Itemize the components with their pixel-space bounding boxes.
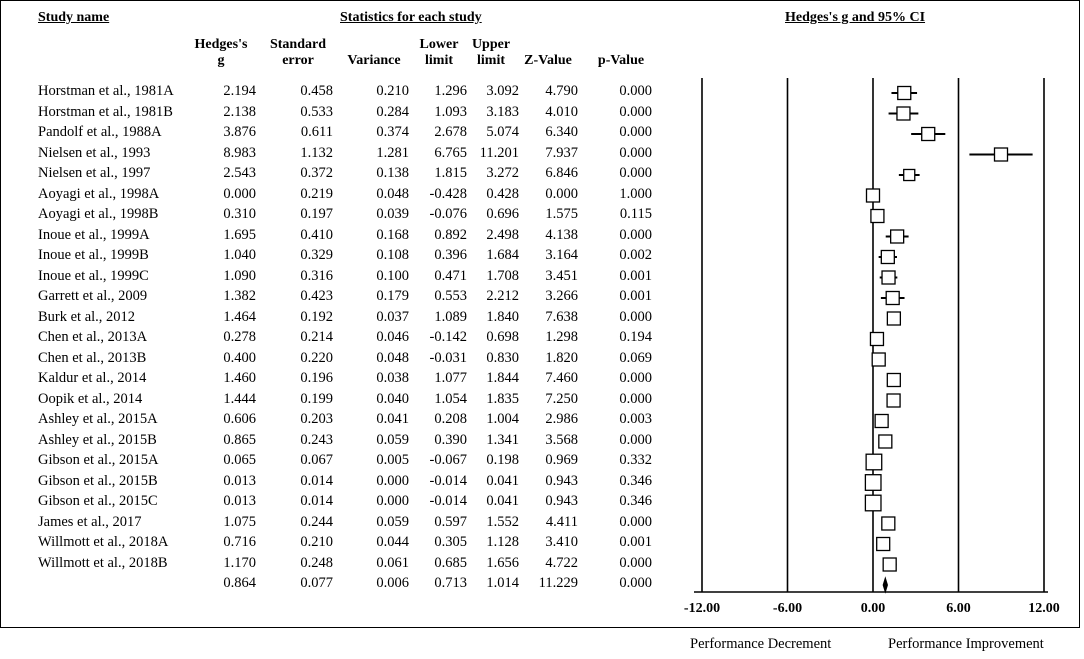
cell-var: 0.039	[376, 206, 409, 222]
column-header-line2: error	[282, 53, 314, 68]
cell-p: 0.194	[619, 329, 652, 345]
cell-se: 0.199	[300, 390, 333, 407]
column-header-line1	[339, 37, 409, 53]
effect-size-marker	[922, 128, 935, 141]
tick-label: 0.00	[860, 601, 886, 616]
effect-size-marker	[883, 558, 896, 571]
effect-size-marker	[867, 189, 880, 202]
cell-upper: 1.840	[486, 308, 519, 325]
cell-lower: -0.031	[429, 349, 467, 366]
column-header	[463, 37, 519, 69]
cell-lower: 1.077	[434, 370, 467, 386]
cell-g: 0.013	[223, 493, 256, 509]
cell-lower: 1.296	[434, 83, 467, 99]
effect-size-marker	[904, 169, 915, 180]
cell-lower: 0.597	[434, 513, 467, 530]
cell-z: 0.943	[545, 472, 578, 489]
cell-se: 0.410	[300, 226, 333, 243]
cell-p: 0.000	[619, 554, 652, 571]
cell-se: 0.014	[300, 472, 333, 489]
cell-lower: -0.067	[429, 452, 467, 468]
cell-lower: -0.076	[429, 206, 467, 222]
table-row	[0, 391, 660, 411]
table-row	[0, 145, 660, 165]
column-header-line1: Hedges's	[194, 37, 248, 52]
cell-lower: -0.014	[429, 472, 467, 489]
tick-label: -6.00	[772, 601, 803, 616]
cell-upper: 1.128	[486, 534, 519, 550]
cell-se: 0.192	[300, 308, 333, 325]
cell-g: 1.075	[223, 513, 256, 530]
cell-g: 3.876	[223, 124, 256, 140]
cell-upper: 1.552	[486, 513, 519, 530]
cell-g: 2.543	[223, 165, 256, 181]
cell-var: 0.041	[376, 411, 409, 427]
cell-z: 4.010	[545, 103, 578, 120]
study-name: Ashley et al., 2015B	[38, 431, 157, 448]
statistics-header: Statistics for each study	[340, 10, 482, 25]
effect-size-marker	[872, 353, 885, 366]
table-row	[0, 514, 660, 534]
cell-upper: 1.656	[486, 554, 519, 571]
summary-row	[0, 575, 660, 595]
cell-p: 0.001	[619, 288, 652, 304]
column-header-line1: Standard	[269, 37, 327, 52]
cell-var: 0.000	[376, 493, 409, 509]
cell-z: 7.460	[545, 370, 578, 386]
column-header-line1: Lower	[419, 37, 459, 52]
table-row	[0, 411, 660, 431]
forest-plot	[660, 70, 1078, 620]
cell-var: 0.059	[376, 431, 409, 448]
cell-var: 0.037	[376, 308, 409, 325]
cell-var: 0.108	[376, 247, 409, 263]
cell-var: 0.005	[376, 452, 409, 468]
study-name: Ashley et al., 2015A	[38, 411, 158, 427]
cell-z: 4.411	[545, 513, 578, 530]
cell-g: 1.170	[223, 554, 256, 571]
cell-z: 11.229	[538, 575, 578, 591]
cell-p: 0.000	[619, 83, 652, 99]
cell-lower: 0.396	[434, 247, 467, 263]
cell-p: 0.000	[619, 226, 652, 243]
cell-g: 0.013	[223, 472, 256, 489]
cell-upper: 11.201	[479, 144, 519, 161]
cell-z: 2.986	[545, 411, 578, 427]
table-row	[0, 452, 660, 472]
cell-upper: 1.341	[486, 431, 519, 448]
forest-header: Hedges's g and 95% CI	[785, 10, 926, 25]
cell-se: 0.067	[300, 452, 333, 468]
study-name: Pandolf et al., 1988A	[38, 124, 162, 140]
cell-upper: 3.183	[486, 103, 519, 120]
table-row	[0, 186, 660, 206]
table-row	[0, 350, 660, 370]
cell-p: 1.000	[619, 185, 652, 202]
effect-size-marker	[865, 495, 881, 511]
study-name: Oopik et al., 2014	[38, 390, 143, 407]
cell-var: 0.038	[376, 370, 409, 386]
effect-size-marker	[866, 454, 882, 470]
study-name: Garrett et al., 2009	[38, 288, 148, 304]
cell-se: 0.196	[300, 370, 333, 386]
cell-var: 0.061	[376, 554, 409, 571]
cell-z: 0.943	[545, 493, 578, 509]
cell-se: 0.214	[300, 329, 333, 345]
effect-size-marker	[879, 435, 892, 448]
cell-var: 0.138	[376, 165, 409, 181]
cell-g: 2.138	[223, 103, 256, 120]
effect-size-marker	[865, 475, 881, 491]
cell-lower: 0.892	[434, 226, 467, 243]
table-row	[0, 432, 660, 452]
study-name: Chen et al., 2013B	[38, 349, 147, 366]
effect-size-marker	[871, 210, 884, 223]
cell-z: 1.820	[545, 349, 578, 366]
cell-p: 0.000	[619, 124, 652, 140]
table-row	[0, 206, 660, 226]
table-row	[0, 104, 660, 124]
effect-size-marker	[886, 292, 899, 305]
cell-se: 0.423	[300, 288, 333, 304]
effect-size-marker	[882, 517, 895, 530]
cell-se: 0.220	[300, 349, 333, 366]
cell-p: 0.002	[619, 247, 652, 263]
cell-p: 0.003	[619, 411, 652, 427]
cell-lower: 0.208	[434, 411, 467, 427]
cell-upper: 1.835	[486, 390, 519, 407]
cell-se: 0.014	[300, 493, 333, 509]
cell-g: 1.382	[223, 288, 256, 304]
cell-lower: 0.471	[434, 267, 467, 284]
cell-lower: 1.054	[434, 390, 467, 407]
cell-g: 1.464	[223, 308, 256, 325]
column-header-line1	[590, 37, 652, 53]
cell-lower: 0.390	[434, 431, 467, 448]
study-name: James et al., 2017	[38, 513, 142, 530]
table-row	[0, 534, 660, 554]
study-name: Aoyagi et al., 1998A	[38, 185, 160, 202]
column-header	[263, 37, 333, 69]
study-name: Inoue et al., 1999B	[38, 247, 149, 263]
cell-p: 0.000	[619, 308, 652, 325]
cell-z: 4.722	[545, 554, 578, 571]
cell-z: 3.451	[545, 267, 578, 284]
cell-z: 1.575	[545, 206, 578, 222]
cell-p: 0.001	[619, 534, 652, 550]
cell-var: 1.281	[376, 144, 409, 161]
cell-var: 0.040	[376, 390, 409, 407]
cell-g: 0.865	[223, 431, 256, 448]
cell-g: 1.695	[223, 226, 256, 243]
column-header-line2: Variance	[347, 53, 401, 68]
cell-lower: 0.713	[434, 575, 467, 591]
cell-g: 1.040	[223, 247, 256, 263]
study-name: Gibson et al., 2015B	[38, 472, 158, 489]
cell-se: 0.458	[300, 83, 333, 99]
cell-z: 1.298	[545, 329, 578, 345]
cell-var: 0.048	[376, 349, 409, 366]
cell-se: 0.248	[300, 554, 333, 571]
column-header-line2: p-Value	[597, 53, 645, 68]
cell-g: 1.444	[223, 390, 256, 407]
tick-label: -12.00	[683, 601, 721, 616]
cell-upper: 0.696	[486, 206, 519, 222]
study-name: Gibson et al., 2015A	[38, 452, 159, 468]
table-row	[0, 165, 660, 185]
cell-upper: 1.684	[486, 247, 519, 263]
cell-z: 3.164	[545, 247, 578, 263]
cell-p: 0.115	[619, 206, 652, 222]
cell-p: 0.000	[619, 103, 652, 120]
cell-p: 0.346	[619, 472, 652, 489]
cell-var: 0.000	[376, 472, 409, 489]
cell-p: 0.000	[619, 513, 652, 530]
cell-upper: 1.014	[486, 575, 519, 591]
cell-lower: -0.428	[429, 185, 467, 202]
cell-upper: 0.041	[486, 472, 519, 489]
column-header	[518, 37, 578, 69]
study-name: Burk et al., 2012	[38, 308, 136, 325]
cell-upper: 2.498	[486, 226, 519, 243]
cell-upper: 0.698	[486, 329, 519, 345]
cell-var: 0.374	[376, 124, 409, 140]
cell-p: 0.000	[619, 390, 652, 407]
cell-g: 0.864	[223, 575, 256, 591]
cell-p: 0.346	[619, 493, 652, 509]
cell-g: 0.716	[223, 534, 256, 550]
cell-p: 0.332	[619, 452, 652, 468]
cell-se: 0.244	[300, 513, 333, 530]
study-name: Willmott et al., 2018A	[38, 534, 169, 550]
effect-size-marker	[870, 333, 883, 346]
cell-upper: 2.212	[486, 288, 519, 304]
cell-p: 0.000	[619, 370, 652, 386]
study-name: Gibson et al., 2015C	[38, 493, 158, 509]
table-row	[0, 493, 660, 513]
column-header-line1: Upper	[471, 37, 511, 52]
cell-z: 4.790	[545, 83, 578, 99]
cell-se: 0.611	[300, 124, 333, 140]
cell-g: 0.278	[223, 329, 256, 345]
table-row	[0, 247, 660, 267]
effect-size-marker	[877, 538, 890, 551]
table-row	[0, 309, 660, 329]
cell-se: 0.243	[300, 431, 333, 448]
column-header-line2: Z-Value	[524, 53, 572, 68]
cell-z: 7.937	[545, 144, 578, 161]
table-row	[0, 227, 660, 247]
table-row	[0, 124, 660, 144]
summary-diamond	[883, 578, 887, 592]
cell-g: 0.400	[223, 349, 256, 366]
study-name: Horstman et al., 1981A	[38, 83, 174, 99]
column-header	[339, 37, 409, 69]
cell-g: 1.460	[223, 370, 256, 386]
cell-upper: 1.844	[486, 370, 519, 386]
cell-var: 0.006	[376, 575, 409, 591]
study-name: Nielsen et al., 1993	[38, 144, 151, 161]
cell-upper: 0.198	[486, 452, 519, 468]
effect-size-marker	[995, 148, 1008, 161]
cell-upper: 0.830	[486, 349, 519, 366]
cell-g: 8.983	[223, 144, 256, 161]
performance-decrement-label: Performance Decrement	[690, 636, 832, 652]
cell-g: 0.000	[223, 185, 256, 202]
column-header-line2: limit	[477, 53, 505, 68]
cell-upper: 3.092	[486, 83, 519, 99]
effect-size-marker	[898, 87, 911, 100]
cell-z: 7.638	[545, 308, 578, 325]
cell-g: 0.606	[223, 411, 256, 427]
cell-z: 4.138	[545, 226, 578, 243]
column-header	[411, 37, 467, 69]
cell-lower: 1.089	[434, 308, 467, 325]
study-name: Inoue et al., 1999A	[38, 226, 150, 243]
cell-lower: 1.093	[434, 103, 467, 120]
cell-p: 0.000	[619, 431, 652, 448]
cell-lower: -0.142	[429, 329, 467, 345]
study-name: Inoue et al., 1999C	[38, 267, 149, 284]
column-header-line2: g	[217, 53, 225, 68]
cell-upper: 0.428	[486, 185, 519, 202]
effect-size-marker	[875, 415, 888, 428]
cell-se: 1.132	[300, 144, 333, 161]
column-header	[590, 37, 652, 69]
cell-z: 3.410	[545, 534, 578, 550]
cell-z: 3.568	[545, 431, 578, 448]
effect-size-marker	[887, 312, 900, 325]
cell-p: 0.000	[619, 575, 652, 591]
cell-upper: 0.041	[486, 493, 519, 509]
cell-se: 0.210	[300, 534, 333, 550]
study-name: Kaldur et al., 2014	[38, 370, 147, 386]
study-name: Nielsen et al., 1997	[38, 165, 151, 181]
study-name-header: Study name	[38, 10, 110, 25]
cell-lower: 2.678	[434, 124, 467, 140]
effect-size-marker	[887, 394, 900, 407]
column-header-line1	[518, 37, 578, 53]
cell-var: 0.179	[376, 288, 409, 304]
cell-z: 0.969	[545, 452, 578, 468]
cell-var: 0.100	[376, 267, 409, 284]
cell-se: 0.329	[300, 247, 333, 263]
cell-p: 0.001	[619, 267, 652, 284]
cell-var: 0.046	[376, 329, 409, 345]
cell-lower: 0.305	[434, 534, 467, 550]
cell-se: 0.197	[300, 206, 333, 222]
study-name: Horstman et al., 1981B	[38, 103, 173, 120]
table-row	[0, 83, 660, 103]
table-row	[0, 473, 660, 493]
cell-se: 0.533	[300, 103, 333, 120]
tick-label: 6.00	[946, 601, 971, 616]
cell-z: 6.846	[545, 165, 578, 181]
cell-g: 1.090	[223, 267, 256, 284]
table-row	[0, 268, 660, 288]
cell-g: 0.065	[223, 452, 256, 468]
effect-size-marker	[897, 107, 910, 120]
effect-size-marker	[891, 230, 904, 243]
cell-se: 0.219	[300, 185, 333, 202]
study-name: Willmott et al., 2018B	[38, 554, 168, 571]
cell-se: 0.203	[300, 411, 333, 427]
table-row	[0, 329, 660, 349]
cell-se: 0.316	[300, 267, 333, 284]
cell-z: 6.340	[545, 124, 578, 140]
cell-upper: 1.708	[486, 267, 519, 284]
cell-var: 0.284	[376, 103, 409, 120]
table-row	[0, 288, 660, 308]
cell-p: 0.069	[619, 349, 652, 366]
cell-upper: 3.272	[486, 165, 519, 181]
column-header	[186, 37, 256, 69]
cell-p: 0.000	[619, 144, 652, 161]
cell-se: 0.372	[300, 165, 333, 181]
cell-g: 2.194	[223, 83, 256, 99]
tick-label: 12.00	[1028, 601, 1060, 616]
table-row	[0, 555, 660, 575]
cell-lower: 1.815	[434, 165, 467, 181]
cell-lower: 6.765	[434, 144, 467, 161]
cell-var: 0.210	[376, 83, 409, 99]
cell-var: 0.048	[376, 185, 409, 202]
study-name: Chen et al., 2013A	[38, 329, 148, 345]
effect-size-marker	[882, 271, 895, 284]
table-row	[0, 370, 660, 390]
cell-z: 3.266	[545, 288, 578, 304]
cell-z: 0.000	[545, 185, 578, 202]
cell-lower: -0.014	[429, 493, 467, 509]
cell-upper: 5.074	[486, 124, 519, 140]
effect-size-marker	[887, 374, 900, 387]
effect-size-marker	[881, 251, 894, 264]
cell-upper: 1.004	[486, 411, 519, 427]
cell-var: 0.059	[376, 513, 409, 530]
cell-var: 0.168	[376, 226, 409, 243]
cell-var: 0.044	[376, 534, 409, 550]
performance-improvement-label: Performance Improvement	[888, 636, 1044, 652]
column-header-line2: limit	[425, 53, 453, 68]
study-name: Aoyagi et al., 1998B	[38, 206, 159, 222]
cell-lower: 0.685	[434, 554, 467, 571]
cell-z: 7.250	[545, 390, 578, 407]
cell-g: 0.310	[223, 206, 256, 222]
cell-lower: 0.553	[434, 288, 467, 304]
cell-p: 0.000	[619, 165, 652, 181]
cell-se: 0.077	[300, 575, 333, 591]
